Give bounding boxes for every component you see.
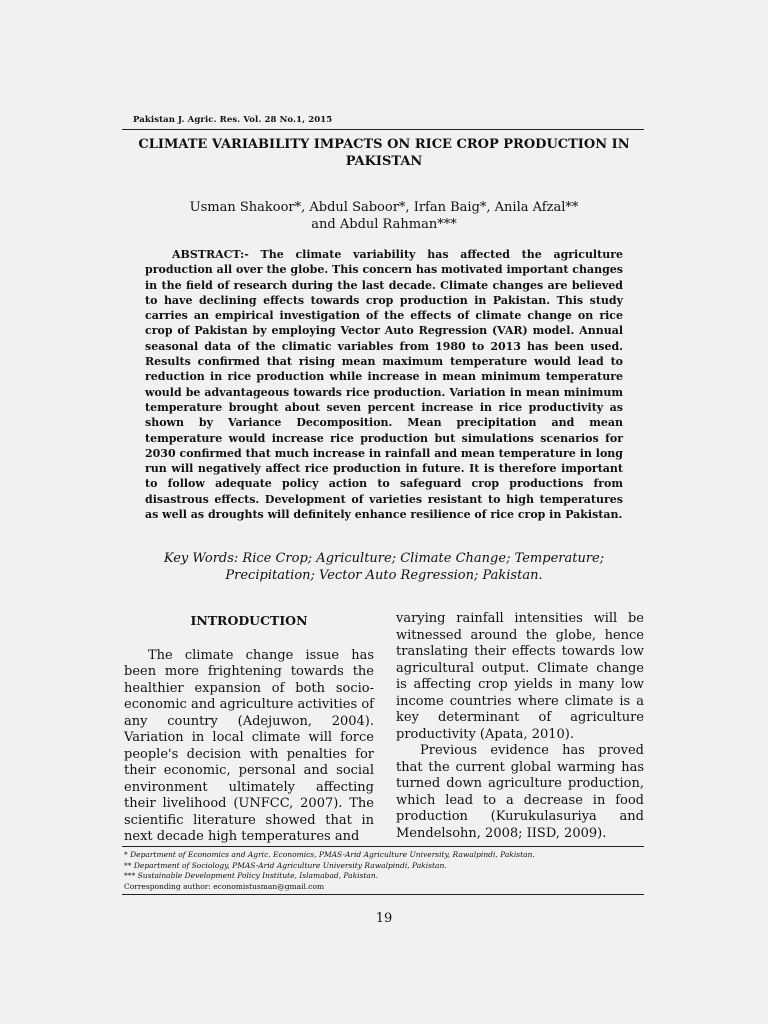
footnote-1: * Department of Economics and Agric. Economics, PMAS-Arid Agriculture University, Rawalpindi, Pakistan. — [124, 850, 535, 859]
journal-header: Pakistan J. Agric. Res. Vol. 28 No.1, 2015 — [133, 115, 333, 125]
corresponding-author: Corresponding author: economistusman@gmail.com — [124, 881, 325, 891]
right-column — [396, 611, 644, 842]
footnote-3: *** Sustainable Development Policy Institute, Islamabad, Pakistan. — [124, 871, 379, 880]
abstract: ABSTRACT:- The climate variability has affected the agriculture production all over the globe. This concern has motivated important changes in the field of research during the last decade. Climate changes are believed to have declining effects towards crop production in Pakistan. This study carries an empirical investigation of the effects of climate change on rice crop of Pakistan by employing Vector Auto Regression (VAR) model. Annual seasonal data of the climatic variables from 1980 to 2013 has been used. Results confirmed that rising mean maximum temperature would lead to reduction in rice production while increase in mean minimum temperature would be advantageous towards rice production. Variation in mean minimum temperature brought about seven percent increase in rice productivity as shown by Variance Decomposition. Mean precipitation and mean temperature would increase rice production but simulations scenarios for 2030 confirmed that much increase in rainfall and mean temperature in long run will negatively affect rice production in future. It is therefore important to follow adequate policy action to safeguard crop productions from disastrous effects. Development of varieties resistant to high temperatures as well as droughts will definitely enhance resilience of rice crop in Pakistan. — [145, 248, 623, 522]
header-rule — [122, 129, 644, 130]
keywords — [145, 550, 623, 584]
author-list — [130, 199, 638, 233]
intro-paragraph-2: Previous evidence has proved that the current global warming has turned down agriculture production, which lead to a decrease in food production (Kurukulasuriya and Mendelsohn, 2008; IISD, 2009). — [396, 743, 644, 841]
footnote-2: ** Department of Sociology, PMAS-Arid Agriculture University Rawalpindi, Pakistan. — [124, 860, 447, 870]
author-line-2: and Abdul Rahman*** — [311, 217, 457, 232]
left-column — [124, 611, 374, 846]
intro-paragraph-1: The climate change issue has been more frightening towards the healthier expansion of both socio-economic and agriculture activities of any country (Adejuwon, 2004). Variation in local climate will force people's decision with penalties for their economic, personal and social environment ultimately affecting their livelihood (UNFCC, 2007). The scientific literature showed that in next decade high temperatures and — [124, 647, 374, 844]
keywords-line-2: Precipitation; Vector Auto Regression; Pakistan. — [225, 568, 543, 583]
footnote-rule — [122, 846, 644, 847]
author-line-1: Usman Shakoor*, Abdul Saboor*, Irfan Baig*, Anila Afzal** — [189, 200, 579, 215]
keywords-line-1: Key Words: Rice Crop; Agriculture; Climate Change; Temperature; — [163, 551, 605, 566]
footnotes — [124, 850, 644, 892]
footnote-bottom-rule — [122, 894, 644, 895]
intro-paragraph-1-continued: varying rainfall intensities will be witnessed around the globe, hence translating their effects towards low agricultural output. Climate change is affecting crop yields in many low income countries where climate is a key determinant of agriculture productivity (Apata, 2010). — [396, 611, 644, 742]
introduction-heading: INTRODUCTION — [190, 613, 308, 628]
page-number: 19 — [375, 911, 393, 926]
paper-title: CLIMATE VARIABILITY IMPACTS ON RICE CROP PRODUCTION IN PAKISTAN — [138, 137, 630, 169]
